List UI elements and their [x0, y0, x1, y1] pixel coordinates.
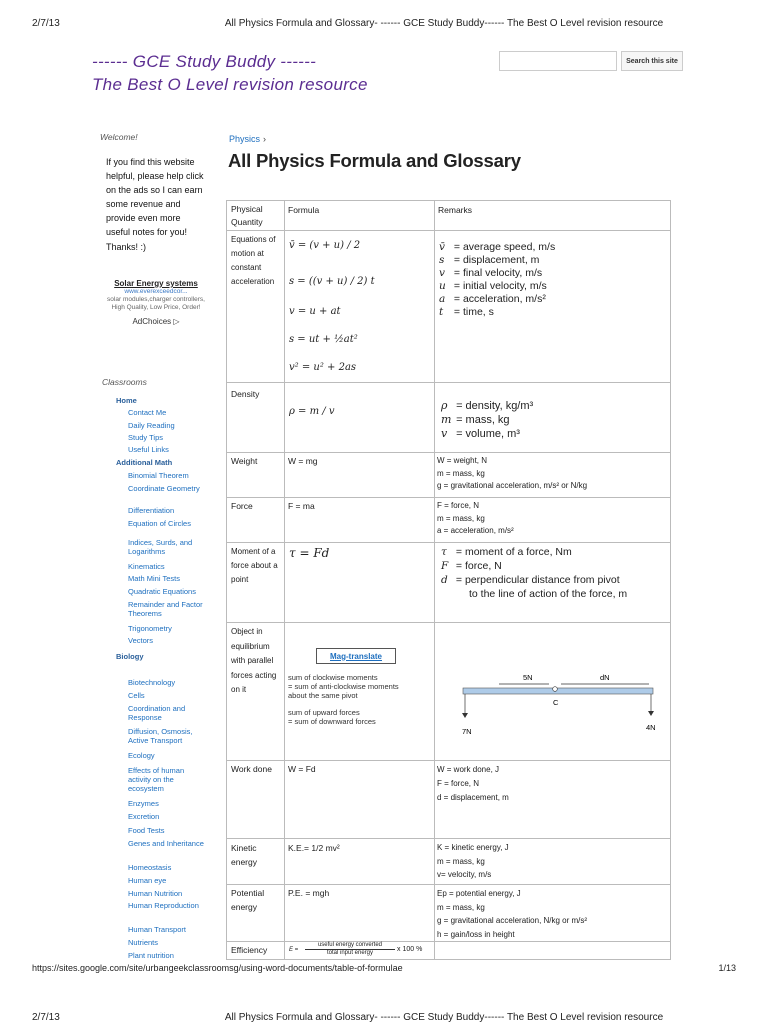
remark-text: = moment of a force, Nm — [455, 546, 572, 558]
symbol: t — [439, 306, 444, 318]
quantity-equilibrium: Object in equilibrium with parallel forces acting on it — [231, 627, 277, 694]
equilibrium-text — [288, 673, 399, 726]
print-header — [32, 18, 736, 29]
sidebar-nav-item[interactable]: Trigonometry — [128, 624, 172, 633]
remark-text: h = gain/loss in height — [437, 929, 515, 939]
site-title-line2[interactable]: The Best O Level revision resource — [92, 75, 368, 94]
classrooms-heading: Classrooms — [102, 377, 147, 387]
table-row — [227, 453, 670, 498]
mag-translate-button[interactable]: Mag-translate — [316, 648, 396, 664]
table-row — [227, 231, 670, 383]
ad-block[interactable] — [106, 279, 206, 326]
print-title: All Physics Formula and Glossary- ------ GCE Study Buddy------ The Best O Level revision resource — [224, 18, 664, 29]
remarks-kinetic — [437, 841, 509, 882]
symbol: u — [439, 280, 446, 292]
eq-line: = sum of downward forces — [288, 717, 376, 726]
label-dn: dN — [600, 673, 610, 682]
formula-displacement: s = ((v + u) / 2) t — [289, 276, 375, 287]
sidebar-nav-item[interactable]: Human eye — [128, 876, 167, 885]
formula-table — [226, 200, 671, 960]
sidebar-nav-item[interactable]: Vectors — [128, 636, 154, 645]
remark-text: = mass, kg — [456, 414, 510, 426]
remarks-density — [441, 399, 533, 441]
formula-v-u-at: v = u + at — [289, 306, 341, 317]
remarks-potential — [437, 887, 587, 941]
label-5n: 5N — [523, 673, 533, 682]
breadcrumb-physics[interactable]: Physics — [229, 134, 261, 144]
sidebar-nav-item[interactable]: Plant nutrition — [128, 951, 174, 960]
sidebar-nav-item[interactable]: Excretion — [128, 812, 160, 821]
sidebar-nav-item[interactable]: Enzymes — [128, 799, 159, 808]
print-header-next-page — [32, 1012, 736, 1023]
remark-text: F = force, N — [437, 501, 480, 510]
sidebar-nav-item[interactable]: Remainder and Factor Theorems — [128, 600, 203, 618]
header-quantity: Physical Quantity — [231, 204, 263, 227]
search-button[interactable]: Search this site — [621, 51, 683, 71]
remark-text: = displacement, m — [453, 254, 540, 266]
welcome-heading: Welcome! — [100, 132, 138, 142]
remark-text: K = kinetic energy, J — [437, 843, 509, 852]
remark-text: = volume, m³ — [456, 428, 520, 440]
site-title-line1[interactable]: ------ GCE Study Buddy ------ — [92, 52, 317, 71]
remark-text: m = mass, kg — [437, 902, 485, 912]
label-4n: 4N — [646, 723, 656, 732]
sidebar-nav-item[interactable]: Homeostasis — [128, 863, 172, 872]
remark-text: W = weight, N — [437, 456, 488, 465]
symbol: τ — [441, 546, 447, 558]
remarks-motion — [439, 241, 555, 319]
sidebar-nav-item[interactable]: Quadratic Equations — [128, 587, 196, 596]
formula-efficiency-x100: x 100 % — [397, 946, 423, 953]
formula-potential: P.E. = mgh — [288, 888, 330, 898]
arrow-head — [462, 713, 468, 718]
remark-text: = initial velocity, m/s — [453, 280, 547, 292]
efficiency-denominator: total input energy — [326, 950, 374, 956]
breadcrumb — [229, 134, 266, 144]
formula-moment: τ = Fd — [289, 546, 330, 560]
remark-text: d = displacement, m — [437, 793, 509, 802]
ad-description: solar modules,charger controllers, High Quality, Low Price, Order! — [107, 296, 205, 311]
formula-density: ρ = m / v — [289, 406, 335, 417]
efficiency-numerator: useful energy converted — [305, 942, 395, 950]
symbol: F — [441, 560, 449, 572]
remark-text: m = mass, kg — [437, 856, 485, 866]
remark-text: = time, s — [453, 306, 494, 318]
quantity-weight: Weight — [231, 456, 258, 466]
remark-text: W = work done, J — [437, 765, 500, 774]
sidebar-nav-item[interactable]: Daily Reading — [128, 421, 175, 430]
sidebar-nav-item[interactable]: Study Tips — [128, 433, 164, 442]
page-title: All Physics Formula and Glossary — [228, 150, 521, 171]
table-row — [227, 839, 670, 885]
sidebar-nav-item[interactable]: Human Reproduction — [128, 901, 199, 910]
remark-text: = acceleration, m/s² — [453, 293, 546, 305]
lever-bar — [463, 688, 653, 694]
formula-v-squared: v² = u² + 2as — [289, 362, 357, 373]
formula-efficiency-fraction — [305, 942, 395, 957]
table-row — [227, 623, 670, 761]
sidebar-nav-item[interactable]: Genes and Inheritance — [128, 839, 204, 848]
remarks-moment — [441, 545, 627, 601]
remarks-weight — [437, 455, 587, 493]
sidebar-nav-item[interactable]: Contact Me — [128, 408, 167, 417]
remark-text: = density, kg/m³ — [456, 400, 534, 412]
remark-text: to the line of action of the force, m — [469, 588, 628, 600]
table-row — [227, 761, 670, 839]
pivot-point — [553, 687, 558, 692]
sidebar-nav-item[interactable]: Home — [116, 396, 137, 405]
table-row — [227, 383, 670, 453]
sidebar-nav-item[interactable]: Kinematics — [128, 562, 165, 571]
sidebar-nav-item[interactable]: Diffusion, Osmosis, Active Transport — [128, 727, 193, 745]
quantity-efficiency: Efficiency — [231, 945, 268, 955]
formula-work: W = Fd — [288, 764, 316, 774]
sidebar-nav-item[interactable]: Math Mini Tests — [128, 574, 180, 583]
eq-line: about the same pivot — [288, 691, 358, 700]
sidebar-nav-item[interactable]: Differentiation — [128, 506, 175, 515]
remark-text: = final velocity, m/s — [453, 267, 543, 279]
remark-text: Ep = potential energy, J — [437, 889, 521, 898]
remark-text: m = mass, kg — [437, 513, 485, 523]
sidebar-nav-item[interactable]: Additional Math — [116, 458, 173, 467]
print-footer — [32, 963, 736, 973]
eq-line: = sum of anti-clockwise moments — [288, 682, 399, 691]
quantity-kinetic: Kinetic energy — [231, 843, 257, 867]
breadcrumb-separator: › — [263, 134, 267, 144]
adchoices-link[interactable]: AdChoices ▷ — [132, 317, 180, 326]
sidebar-nav-item[interactable]: Human Nutrition — [128, 889, 183, 898]
formula-s-ut: s = ut + ½at² — [289, 334, 358, 345]
sidebar-nav-item[interactable]: Effects of human activity on the ecosystem — [128, 766, 185, 793]
remarks-work — [437, 763, 509, 805]
table-row — [227, 543, 670, 623]
quantity-moment: Moment of a force about a point — [231, 547, 278, 584]
remarks-force — [437, 500, 514, 538]
sidebar-nav-item[interactable]: Coordination and Response — [128, 704, 186, 722]
sidebar-nav-item[interactable]: Nutrients — [128, 938, 159, 947]
welcome-text: If you find this website helpful, please help click on the ads so I can earn some revenue and provide even more useful notes for you! Thanks! :) — [106, 157, 204, 252]
sidebar-nav-item[interactable]: Ecology — [128, 751, 155, 760]
sidebar — [100, 132, 210, 960]
sidebar-nav-item[interactable]: Equation of Circles — [128, 519, 191, 528]
quantity-force: Force — [231, 501, 253, 511]
quantity-work: Work done — [231, 764, 272, 774]
sidebar-nav-item[interactable]: Indices, Surds, and Logarithms — [128, 538, 193, 556]
print-url[interactable]: https://sites.google.com/site/urbangeekclassroomsg/using-word-documents/table-of-formulae — [32, 963, 403, 973]
site-title[interactable] — [92, 52, 368, 96]
table-header-row — [227, 201, 670, 231]
remark-text: = average speed, m/s — [453, 241, 556, 253]
symbol: a — [439, 293, 446, 305]
sidebar-nav-item[interactable]: Human Transport — [128, 925, 186, 934]
quantity-density: Density — [231, 389, 260, 399]
quantity-potential: Potential energy — [231, 888, 265, 912]
symbol: m — [441, 413, 452, 426]
table-row — [227, 885, 670, 942]
formula-force: F = ma — [288, 501, 315, 511]
formula-kinetic: K.E.= 1/2 mv² — [288, 843, 340, 853]
label-7n: 7N — [462, 727, 472, 736]
symbol: v — [439, 267, 445, 279]
remark-text: m = mass, kg — [437, 468, 485, 478]
print-date: 2/7/13 — [32, 1012, 60, 1023]
sidebar-nav-item[interactable]: Cells — [128, 691, 145, 700]
symbol: ρ — [441, 399, 448, 412]
sidebar-nav-item[interactable]: Coordinate Geometry — [128, 484, 200, 493]
print-title: All Physics Formula and Glossary- ------ GCE Study Buddy------ The Best O Level revision resource — [224, 1012, 664, 1023]
eq-line: sum of clockwise moments — [288, 673, 378, 682]
formula-weight: W = mg — [288, 456, 318, 466]
header-remarks: Remarks — [438, 205, 473, 215]
remark-text: g = gravitational acceleration, m/s² or N/kg — [437, 481, 588, 490]
symbol: v̄ — [439, 241, 445, 253]
symbol: v — [441, 427, 448, 440]
header-formula: Formula — [288, 205, 320, 215]
table-row — [227, 498, 670, 543]
ad-title[interactable]: Solar Energy systems — [114, 279, 198, 288]
ad-url[interactable]: www.everexceedcor... — [124, 288, 188, 295]
sidebar-nav-item[interactable]: Biology — [116, 652, 144, 661]
arrow-head — [648, 711, 654, 716]
remark-text: v= velocity, m/s — [437, 870, 492, 879]
sidebar-nav-item[interactable]: Binomial Theorem — [128, 471, 189, 480]
symbol: s — [439, 254, 445, 266]
print-page-number: 1/13 — [718, 963, 736, 973]
sidebar-nav-item[interactable]: Biotechnology — [128, 678, 176, 687]
sidebar-nav-item[interactable]: Food Tests — [128, 826, 165, 835]
quantity-motion: Equations of motion at constant acceleration — [231, 235, 276, 286]
symbol: d — [441, 574, 448, 586]
formula-efficiency-e: E = — [289, 947, 299, 953]
remark-text: = perpendicular distance from pivot — [455, 574, 620, 586]
table-row — [227, 942, 670, 961]
label-c: C — [553, 698, 559, 707]
remark-text: g = gravitational acceleration, N/kg or m/s² — [437, 916, 588, 925]
remark-text: F = force, N — [437, 779, 480, 788]
sidebar-nav-item[interactable]: Useful Links — [128, 445, 169, 454]
remark-text: = force, N — [455, 560, 502, 572]
print-date: 2/7/13 — [32, 18, 60, 29]
search-input[interactable] — [499, 51, 617, 71]
formula-avg-speed: v̄ = (v + u) / 2 — [289, 240, 361, 251]
lever-diagram — [453, 671, 663, 743]
eq-line: sum of upward forces — [288, 708, 360, 717]
remark-text: a = acceleration, m/s² — [437, 526, 514, 535]
